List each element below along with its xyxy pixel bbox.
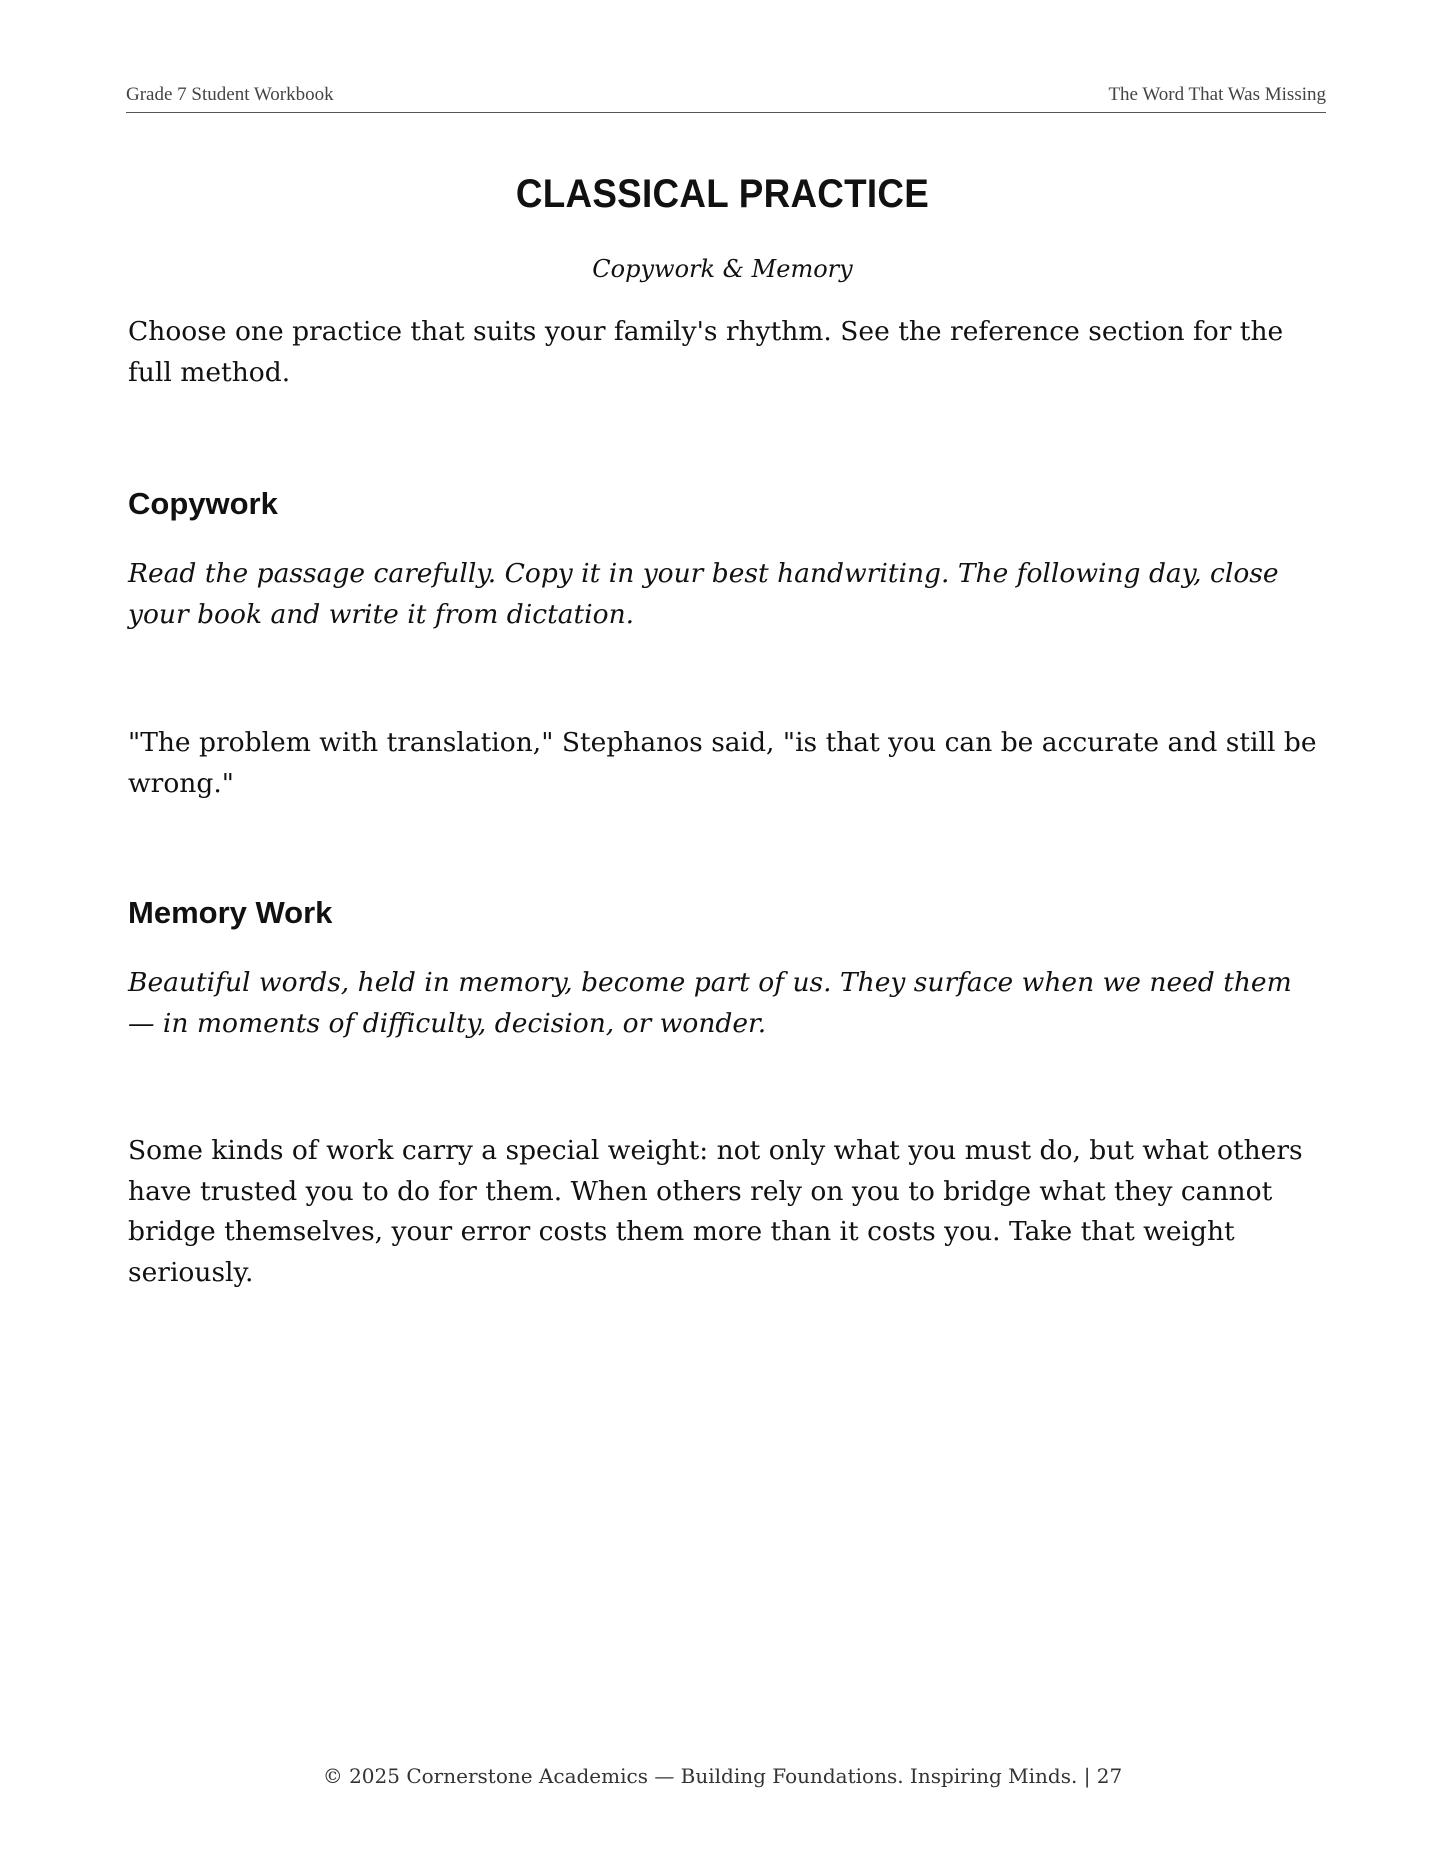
copywork-instructions: Read the passage carefully. Copy it in your best handwriting. The following day, close your book and write it from dictation.	[128, 558, 1279, 630]
header-workbook-label: Grade 7 Student Workbook	[126, 84, 334, 105]
copywork-heading: Copywork	[128, 486, 278, 521]
header-story-title: The Word That Was Missing	[1108, 84, 1326, 105]
memory-work-heading: Memory Work	[128, 895, 333, 930]
copywork-passage: "The problem with translation," Stephanos said, "is that you can be accurate and still be wrong."	[128, 727, 1317, 799]
page-title: CLASSICAL PRACTICE	[515, 172, 930, 216]
page-subtitle: Copywork & Memory	[592, 255, 853, 283]
intro-paragraph: Choose one practice that suits your family's rhythm. See the reference section for the full method.	[128, 316, 1284, 388]
memory-work-passage: Some kinds of work carry a special weight: not only what you must do, but what others have trusted you to do for them. When others rely on you to bridge what they cannot bridge themselves, your error costs them more than it costs you. Take that weight seriously.	[128, 1135, 1303, 1288]
running-header	[126, 84, 1326, 113]
memory-work-instructions: Beautiful words, held in memory, become part of us. They surface when we need them — in moments of difficulty, decision, or wonder.	[128, 967, 1292, 1039]
page-footer: © 2025 Cornerstone Academics — Building Foundations. Inspiring Minds. | 27	[322, 1764, 1123, 1788]
